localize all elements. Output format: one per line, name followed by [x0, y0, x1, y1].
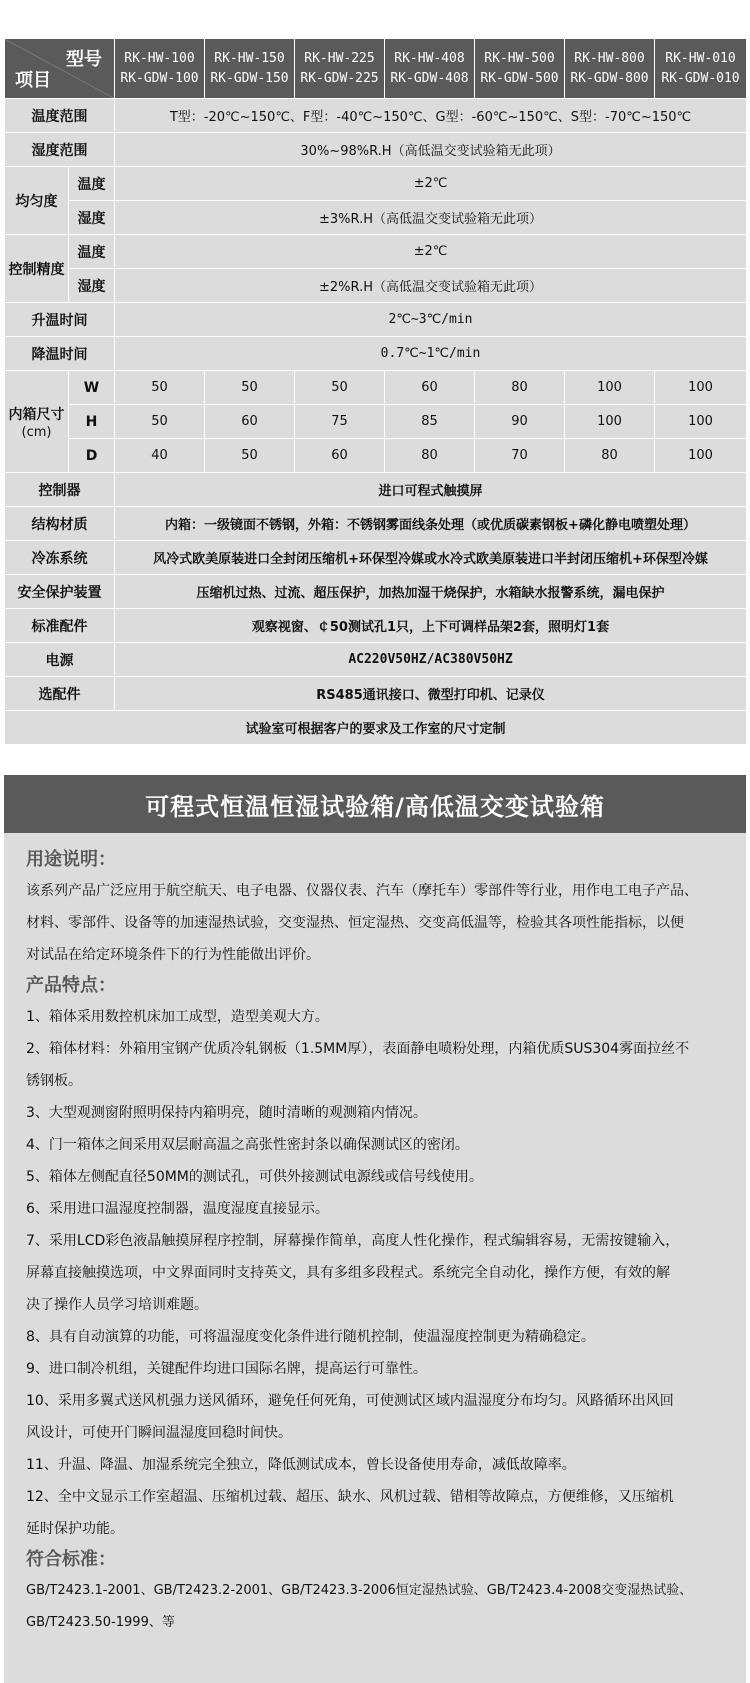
- feature-line: 1、箱体采用数控机床加工成型，造型美观大方。: [26, 1009, 329, 1025]
- table-row: [5, 201, 747, 235]
- model-header: RK-HW-408 RK-GDW-408: [385, 39, 475, 99]
- dim-value: 60: [205, 405, 295, 439]
- table-row: [5, 405, 747, 439]
- header-row: [5, 39, 747, 99]
- feature-line: 屏幕直接触摸选项，中文界面同时支持英文，具有多组多段程式。系统完全自动化，操作方便，有效的解: [26, 1265, 670, 1281]
- precision-humid-value: ±2%R.H（高低温交变试验箱无此项）: [115, 269, 747, 303]
- precision-temp-value: ±2℃: [115, 235, 747, 269]
- feature-line: 风设计，可使开门瞬间温湿度回稳时间快。: [26, 1425, 292, 1441]
- dim-value: 100: [565, 405, 655, 439]
- dim-w-label: W: [69, 371, 115, 405]
- feature-line: 6、采用进口温湿度控制器，温度湿度直接显示。: [26, 1201, 329, 1217]
- corner-model-label: 型号: [66, 49, 102, 70]
- refrigeration-label: 冷冻系统: [5, 541, 115, 575]
- section-title: 可程式恒温恒湿试验箱/高低温交变试验箱: [4, 775, 746, 833]
- dim-value: 90: [475, 405, 565, 439]
- inner-size-label: 内箱尺寸 (cm): [5, 371, 69, 473]
- power-value: AC220V50HZ/AC380V50HZ: [115, 643, 747, 677]
- usage-heading: 用途说明：: [26, 849, 116, 870]
- temp-range-value: T型：-20℃~150℃、F型：-40℃~150℃、G型：-60℃~150℃、S型：-70℃~150℃: [115, 99, 747, 133]
- table-row: [5, 439, 747, 473]
- feature-line: 锈钢板。: [26, 1073, 82, 1089]
- table-row: [5, 235, 747, 269]
- model-header: RK-HW-150 RK-GDW-150: [205, 39, 295, 99]
- spec-table: [4, 38, 747, 745]
- table-row: [5, 643, 747, 677]
- dim-value: 70: [475, 439, 565, 473]
- model-header: RK-HW-100 RK-GDW-100: [115, 39, 205, 99]
- dim-value: 80: [475, 371, 565, 405]
- feature-line: 8、具有自动演算的功能，可将温湿度变化条件进行随机控制，使温湿度控制更为精确稳定。: [26, 1329, 595, 1345]
- accessories-label: 标准配件: [5, 609, 115, 643]
- corner-item-label: 项目: [15, 70, 51, 91]
- uniformity-humid-value: ±3%R.H（高低温交变试验箱无此项）: [115, 201, 747, 235]
- feature-line: 决了操作人员学习培训难题。: [26, 1297, 208, 1313]
- temp-range-label: 温度范围: [5, 99, 115, 133]
- table-row: [5, 303, 747, 337]
- humid-range-label: 湿度范围: [5, 133, 115, 167]
- options-label: 选配件: [5, 677, 115, 711]
- feature-line: 7、采用LCD彩色液晶触摸屏程序控制，屏幕操作简单，高度人性化操作，程式编辑容易，无需按键输入，: [26, 1233, 680, 1249]
- usage-line: 对试品在给定环境条件下的行为性能做出评价。: [26, 947, 320, 963]
- usage-line: 材料、零部件、设备等的加速湿热试验，交变湿热、恒定湿热、交变高低温等，检验其各项性能指标，以便: [26, 915, 684, 931]
- dim-value: 100: [565, 371, 655, 405]
- humid-range-value: 30%~98%R.H（高低温交变试验箱无此项）: [115, 133, 747, 167]
- table-row: [5, 575, 747, 609]
- feature-line: 5、箱体左侧配直径50MM的测试孔，可供外接测试电源线或信号线使用。: [26, 1169, 483, 1185]
- dim-value: 60: [295, 439, 385, 473]
- feature-line: 2、箱体材料：外箱用宝钢产优质冷轧钢板（1.5MM厚），表面静电喷粉处理，内箱优质SUS304雾面拉丝不: [26, 1041, 690, 1057]
- material-label: 结构材质: [5, 507, 115, 541]
- safety-label: 安全保护装置: [5, 575, 115, 609]
- custom-note: 试验室可根据客户的要求及工作室的尺寸定制: [5, 711, 747, 745]
- standard-line: GB/T2423.1-2001、GB/T2423.2-2001、GB/T2423.3-2006恒定湿热试验、GB/T2423.4-2008交变湿热试验、: [26, 1583, 693, 1598]
- description-panel: [4, 833, 746, 1683]
- dim-h-label: H: [69, 405, 115, 439]
- heating-label: 升温时间: [5, 303, 115, 337]
- dim-value: 50: [205, 371, 295, 405]
- feature-line: 9、进口制冷机组，关键配件均进口国际名牌，提高运行可靠性。: [26, 1361, 427, 1377]
- accessories-value: 观察视窗、￠50测试孔1只，上下可调样品架2套，照明灯1套: [115, 609, 747, 643]
- standard-line: GB/T2423.50-1999、等: [26, 1615, 175, 1630]
- model-header: RK-HW-800 RK-GDW-800: [565, 39, 655, 99]
- controller-label: 控制器: [5, 473, 115, 507]
- table-row: [5, 99, 747, 133]
- controller-value: 进口可程式触摸屏: [115, 473, 747, 507]
- feature-line: 4、门一箱体之间采用双层耐高温之高张性密封条以确保测试区的密闭。: [26, 1137, 469, 1153]
- table-row: [5, 371, 747, 405]
- feature-line: 10、采用多翼式送风机强力送风循环，避免任何死角，可使测试区域内温湿度分布均匀。风路循环出风回: [26, 1393, 674, 1409]
- features-heading: 产品特点：: [26, 975, 116, 996]
- precision-humid-label: 湿度: [69, 269, 115, 303]
- usage-line: 该系列产品广泛应用于航空航天、电子电器、仪器仪表、汽车（摩托车）零部件等行业，用作电工电子产品、: [26, 883, 698, 899]
- refrigeration-value: 风冷式欧美原装进口全封闭压缩机+环保型冷媒或水冷式欧美原装进口半封闭压缩机+环保型冷媒: [115, 541, 747, 575]
- safety-value: 压缩机过热、过流、超压保护，加热加湿干烧保护，水箱缺水报警系统，漏电保护: [115, 575, 747, 609]
- header-corner: [5, 39, 115, 99]
- feature-line: 11、升温、降温、加湿系统完全独立，降低测试成本，曾长设备使用寿命，减低故障率。: [26, 1457, 576, 1473]
- dim-value: 50: [115, 371, 205, 405]
- dim-value: 60: [385, 371, 475, 405]
- feature-line: 延时保护功能。: [26, 1521, 124, 1537]
- table-row: [5, 609, 747, 643]
- dim-value: 80: [565, 439, 655, 473]
- dim-value: 75: [295, 405, 385, 439]
- dim-value: 100: [655, 405, 747, 439]
- dim-value: 50: [205, 439, 295, 473]
- cooling-label: 降温时间: [5, 337, 115, 371]
- dim-value: 100: [655, 371, 747, 405]
- feature-line: 12、全中文显示工作室超温、压缩机过载、超压、缺水、风机过载、错相等故障点，方便维修，又压缩机: [26, 1489, 674, 1505]
- power-label: 电源: [5, 643, 115, 677]
- table-row: [5, 167, 747, 201]
- table-row: [5, 473, 747, 507]
- dim-value: 80: [385, 439, 475, 473]
- table-row: [5, 541, 747, 575]
- dim-value: 40: [115, 439, 205, 473]
- inner-size-unit: (cm): [21, 424, 52, 440]
- dim-value: 85: [385, 405, 475, 439]
- feature-line: 3、大型观测窗附照明保持内箱明亮，随时清晰的观测箱内情况。: [26, 1105, 427, 1121]
- uniformity-temp-value: ±2℃: [115, 167, 747, 201]
- table-row: [5, 677, 747, 711]
- table-row: [5, 711, 747, 745]
- standards-heading: 符合标准：: [26, 1549, 116, 1570]
- material-value: 内箱：一级镜面不锈钢，外箱：不锈钢雾面线条处理（或优质碳素钢板+磷化静电喷塑处理）: [115, 507, 747, 541]
- precision-temp-label: 温度: [69, 235, 115, 269]
- table-row: [5, 507, 747, 541]
- options-value: RS485通讯接口、微型打印机、记录仪: [115, 677, 747, 711]
- heating-value: 2℃~3℃/min: [115, 303, 747, 337]
- uniformity-humid-label: 湿度: [69, 201, 115, 235]
- model-header: RK-HW-500 RK-GDW-500: [475, 39, 565, 99]
- dim-value: 100: [655, 439, 747, 473]
- cooling-value: 0.7℃~1℃/min: [115, 337, 747, 371]
- dim-d-label: D: [69, 439, 115, 473]
- dim-value: 50: [115, 405, 205, 439]
- precision-label: 控制精度: [5, 235, 69, 303]
- dim-value: 50: [295, 371, 385, 405]
- table-row: [5, 337, 747, 371]
- model-header: RK-HW-010 RK-GDW-010: [655, 39, 747, 99]
- table-row: [5, 133, 747, 167]
- uniformity-label: 均匀度: [5, 167, 69, 235]
- uniformity-temp-label: 温度: [69, 167, 115, 201]
- table-row: [5, 269, 747, 303]
- model-header: RK-HW-225 RK-GDW-225: [295, 39, 385, 99]
